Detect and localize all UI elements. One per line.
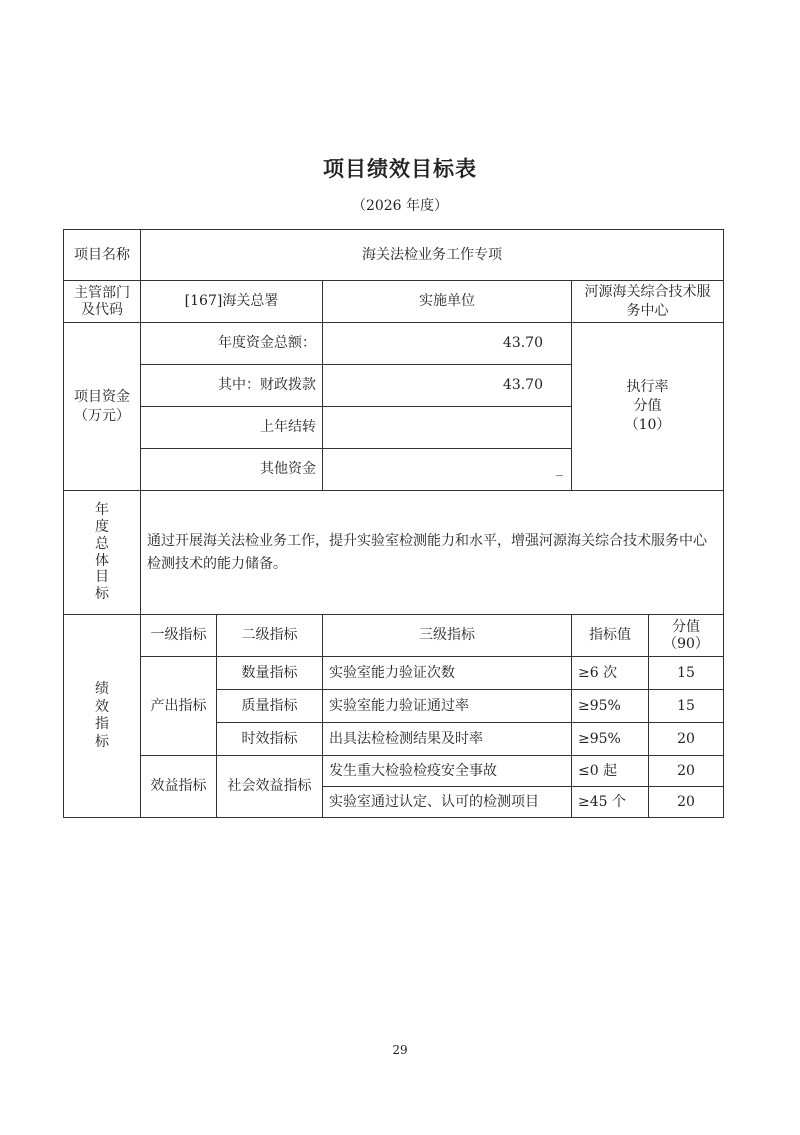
value-cell: ≥45 个	[572, 787, 649, 818]
header-level1: 一级指标	[141, 615, 217, 657]
score-cell: 20	[649, 787, 724, 818]
level3-cell: 出具法检检测结果及时率	[323, 723, 572, 756]
level3-cell: 发生重大检验检疫安全事故	[323, 756, 572, 787]
header-score: 分值 （90）	[649, 615, 724, 657]
exec-rate-score: 执行率 分值 （10）	[572, 323, 724, 491]
funds-label: 项目资金 （万元）	[64, 323, 141, 491]
funds-other-label: 其他资金	[141, 449, 323, 491]
project-name-row	[64, 230, 724, 281]
funds-carryover-label: 上年结转	[141, 407, 323, 449]
level2-cell: 数量指标	[217, 657, 323, 690]
table-row	[64, 657, 724, 690]
benefit-indicator-label: 效益指标	[141, 756, 217, 818]
annual-goal-text: 通过开展海关法检业务工作，提升实验室检测能力和水平，增强河源海关综合技术服务中心检测技术的能力储备。	[141, 491, 724, 615]
annual-goal-label: 年 度 总 体 目 标	[64, 491, 141, 615]
header-value: 指标值	[572, 615, 649, 657]
funds-total-row	[64, 323, 724, 365]
perf-header-row	[64, 615, 724, 657]
funds-carryover-value	[323, 407, 572, 449]
level2-cell: 质量指标	[217, 690, 323, 723]
funds-total-value: 43.70	[323, 323, 572, 365]
project-name-label: 项目名称	[64, 230, 141, 281]
header-level3: 三级指标	[323, 615, 572, 657]
level3-cell: 实验室能力验证次数	[323, 657, 572, 690]
output-indicator-label: 产出指标	[141, 657, 217, 756]
value-cell: ≥95%	[572, 723, 649, 756]
project-name-value: 海关法检业务工作专项	[141, 230, 724, 281]
value-cell: ≥95%	[572, 690, 649, 723]
value-cell: ≤0 起	[572, 756, 649, 787]
annual-goal-row	[64, 491, 724, 615]
performance-target-table	[63, 229, 724, 818]
score-cell: 20	[649, 723, 724, 756]
funds-fiscal-label: 其中：财政拨款	[141, 365, 323, 407]
score-cell: 15	[649, 690, 724, 723]
funds-other-value: _	[323, 449, 572, 491]
dept-value: [167]海关总署	[141, 281, 323, 323]
page-title: 项目绩效目标表	[323, 157, 477, 181]
impl-unit-label: 实施单位	[323, 281, 572, 323]
level2-cell: 时效指标	[217, 723, 323, 756]
funds-fiscal-value: 43.70	[323, 365, 572, 407]
page-number: 29	[392, 1043, 408, 1057]
table-row	[64, 756, 724, 787]
score-cell: 15	[649, 657, 724, 690]
level3-cell: 实验室通过认定、认可的检测项目	[323, 787, 572, 818]
dept-row	[64, 281, 724, 323]
value-cell: ≥6 次	[572, 657, 649, 690]
perf-label: 绩 效 指 标	[64, 615, 141, 818]
dept-label: 主管部门 及代码	[64, 281, 141, 323]
impl-unit-value: 河源海关综合技术服务中心	[572, 281, 724, 323]
funds-total-label: 年度资金总额：	[141, 323, 323, 365]
level3-cell: 实验室能力验证通过率	[323, 690, 572, 723]
level2-cell: 社会效益指标	[217, 756, 323, 818]
header-level2: 二级指标	[217, 615, 323, 657]
score-cell: 20	[649, 756, 724, 787]
page-subtitle: （2026 年度）	[351, 198, 449, 214]
